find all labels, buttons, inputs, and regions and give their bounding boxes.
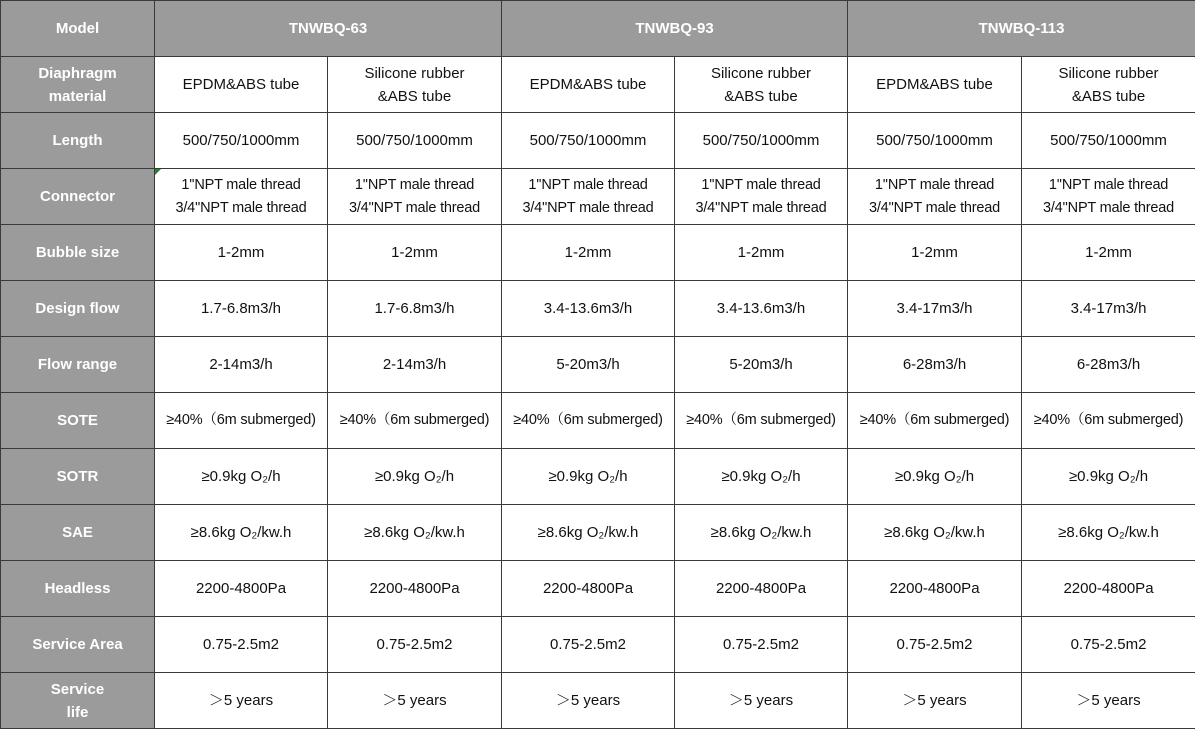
table-cell: ≥40%（6m submerged) (155, 393, 328, 449)
table-cell: ≥40%（6m submerged) (1022, 393, 1195, 449)
table-cell: 1''NPT male thread 3/4''NPT male thread (848, 169, 1022, 225)
table-cell: 2-14m3/h (328, 337, 502, 393)
table-cell: ≥0.9kg O₂/h (675, 449, 848, 505)
table-cell: 3.4-17m3/h (848, 281, 1022, 337)
table-cell: ＞5 years (848, 673, 1022, 729)
spec-body (1, 57, 1195, 729)
row-label-bubble-size: Bubble size (1, 225, 155, 281)
model-header-tnwbq-93: TNWBQ-93 (502, 1, 848, 57)
table-row-sae (1, 505, 1195, 561)
model-header-tnwbq-113: TNWBQ-113 (848, 1, 1195, 57)
table-cell: 2200-4800Pa (848, 561, 1022, 617)
table-cell: 1''NPT male thread 3/4''NPT male thread (675, 169, 848, 225)
table-cell: ＞5 years (1022, 673, 1195, 729)
table-cell: 1''NPT male thread 3/4''NPT male thread (1022, 169, 1195, 225)
table-cell: 0.75-2.5m2 (155, 617, 328, 673)
table-cell: EPDM&ABS tube (502, 57, 675, 113)
table-cell: ≥40%（6m submerged) (328, 393, 502, 449)
table-row-headless (1, 561, 1195, 617)
table-cell: EPDM&ABS tube (848, 57, 1022, 113)
table-cell: ≥40%（6m submerged) (502, 393, 675, 449)
table-cell: 1.7-6.8m3/h (328, 281, 502, 337)
table-cell: ≥0.9kg O₂/h (502, 449, 675, 505)
table-row-service-life (1, 673, 1195, 729)
table-cell: 1''NPT male thread 3/4''NPT male thread (155, 169, 328, 225)
table-cell: Silicone rubber &ABS tube (1022, 57, 1195, 113)
table-cell: 0.75-2.5m2 (1022, 617, 1195, 673)
table-row-design-flow (1, 281, 1195, 337)
row-label-headless: Headless (1, 561, 155, 617)
table-cell: 3.4-13.6m3/h (675, 281, 848, 337)
table-cell: ≥0.9kg O₂/h (1022, 449, 1195, 505)
table-cell: ≥8.6kg O₂/kw.h (502, 505, 675, 561)
table-cell: 0.75-2.5m2 (675, 617, 848, 673)
table-cell: 500/750/1000mm (155, 113, 328, 169)
table-cell: ≥8.6kg O₂/kw.h (848, 505, 1022, 561)
table-cell: 500/750/1000mm (1022, 113, 1195, 169)
table-cell: 3.4-13.6m3/h (502, 281, 675, 337)
table-cell: 500/750/1000mm (675, 113, 848, 169)
table-cell: 1-2mm (848, 225, 1022, 281)
table-row-connector (1, 169, 1195, 225)
table-row-sote (1, 393, 1195, 449)
table-cell: Silicone rubber &ABS tube (675, 57, 848, 113)
model-label: Model (1, 1, 155, 57)
table-cell: ＞5 years (675, 673, 848, 729)
table-row-diaphragm-material (1, 57, 1195, 113)
model-header-tnwbq-63: TNWBQ-63 (155, 1, 502, 57)
table-cell: ＞5 years (502, 673, 675, 729)
table-cell: Silicone rubber &ABS tube (328, 57, 502, 113)
table-row-flow-range (1, 337, 1195, 393)
table-cell: ≥40%（6m submerged) (675, 393, 848, 449)
table-row-bubble-size (1, 225, 1195, 281)
row-label-sotr: SOTR (1, 449, 155, 505)
row-label-diaphragm-material: Diaphragm material (1, 57, 155, 113)
table-cell: 0.75-2.5m2 (502, 617, 675, 673)
table-cell: ＞5 years (328, 673, 502, 729)
table-cell: 6-28m3/h (848, 337, 1022, 393)
table-cell: 2200-4800Pa (675, 561, 848, 617)
table-cell: 5-20m3/h (675, 337, 848, 393)
table-cell: 1-2mm (675, 225, 848, 281)
table-row-sotr (1, 449, 1195, 505)
row-label-service-area: Service Area (1, 617, 155, 673)
table-row-length (1, 113, 1195, 169)
table-cell: ≥40%（6m submerged) (848, 393, 1022, 449)
table-row-service-area (1, 617, 1195, 673)
table-cell: 2200-4800Pa (155, 561, 328, 617)
row-label-length: Length (1, 113, 155, 169)
table-cell: 2200-4800Pa (1022, 561, 1195, 617)
table-cell: ≥8.6kg O₂/kw.h (155, 505, 328, 561)
table-cell: 1-2mm (502, 225, 675, 281)
table-cell: ＞5 years (155, 673, 328, 729)
row-label-sae: SAE (1, 505, 155, 561)
table-cell: 1.7-6.8m3/h (155, 281, 328, 337)
row-label-sote: SOTE (1, 393, 155, 449)
table-cell: 1''NPT male thread 3/4''NPT male thread (328, 169, 502, 225)
table-cell: 1-2mm (155, 225, 328, 281)
table-cell: 6-28m3/h (1022, 337, 1195, 393)
table-cell: ≥0.9kg O₂/h (155, 449, 328, 505)
table-cell: ≥8.6kg O₂/kw.h (675, 505, 848, 561)
table-cell: 1''NPT male thread 3/4''NPT male thread (502, 169, 675, 225)
table-cell: 1-2mm (1022, 225, 1195, 281)
table-cell: 500/750/1000mm (502, 113, 675, 169)
table-cell: ≥8.6kg O₂/kw.h (328, 505, 502, 561)
table-cell: 5-20m3/h (502, 337, 675, 393)
row-label-flow-range: Flow range (1, 337, 155, 393)
table-cell: 2-14m3/h (155, 337, 328, 393)
table-cell: EPDM&ABS tube (155, 57, 328, 113)
table-cell: 0.75-2.5m2 (328, 617, 502, 673)
table-cell: 3.4-17m3/h (1022, 281, 1195, 337)
table-cell: 500/750/1000mm (328, 113, 502, 169)
row-label-connector: Connector (1, 169, 155, 225)
table-cell: ≥8.6kg O₂/kw.h (1022, 505, 1195, 561)
row-label-service-life: Service life (1, 673, 155, 729)
row-label-design-flow: Design flow (1, 281, 155, 337)
table-cell: 2200-4800Pa (328, 561, 502, 617)
header-row (1, 1, 1195, 57)
table-cell: 2200-4800Pa (502, 561, 675, 617)
table-cell: 1-2mm (328, 225, 502, 281)
table-cell: ≥0.9kg O₂/h (328, 449, 502, 505)
table-cell: 0.75-2.5m2 (848, 617, 1022, 673)
table-cell: 500/750/1000mm (848, 113, 1022, 169)
table-cell: ≥0.9kg O₂/h (848, 449, 1022, 505)
